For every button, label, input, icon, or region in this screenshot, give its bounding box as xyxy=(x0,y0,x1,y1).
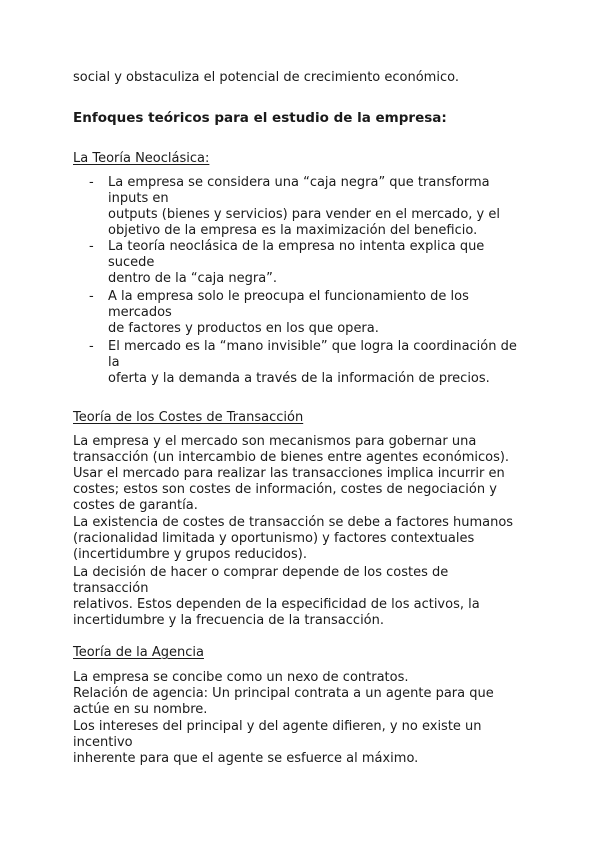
transaction-costs-line: incertidumbre y la frecuencia de la transacción. xyxy=(73,613,385,628)
transaction-costs-line: costes; estos son costes de información, costes de negociación y xyxy=(73,482,497,497)
bullet-3-line-3: de factores y productos en los que opera. xyxy=(108,321,379,336)
transaction-costs-line: transacción (un intercambio de bienes entre agentes económicos). xyxy=(73,450,510,465)
bullet-4-line-1: El mercado es la “mano invisible” que logra la coordinación de xyxy=(108,339,517,354)
transaction-costs-line: Usar el mercado para realizar las transacciones implica incurrir en xyxy=(73,466,505,481)
agency-line: Los intereses del principal y del agente difieren, y no existe un xyxy=(73,719,482,734)
agency-line: inherente para que el agente se esfuerce al máximo. xyxy=(73,751,419,766)
bullet-marker: - xyxy=(89,339,94,354)
bullet-4-line-2: la xyxy=(108,355,120,370)
intro-line: social y obstaculiza el potencial de crecimiento económico. xyxy=(73,70,459,85)
bullet-3-line-2: mercados xyxy=(108,305,172,320)
bullet-1-line-2: inputs en xyxy=(108,191,169,206)
bullet-1-line-4: objetivo de la empresa es la maximización del beneficio. xyxy=(108,223,478,238)
bullet-2-line-3: dentro de la “caja negra”. xyxy=(108,271,278,286)
bullet-marker: - xyxy=(89,239,94,254)
bullet-1-line-1: La empresa se considera una “caja negra” que transforma xyxy=(108,175,490,190)
transaction-costs-line: costes de garantía. xyxy=(73,498,198,513)
agency-line: Relación de agencia: Un principal contrata a un agente para que xyxy=(73,686,494,701)
bullet-2-line-1: La teoría neoclásica de la empresa no intenta explica que xyxy=(108,239,485,254)
agency-line: incentivo xyxy=(73,735,133,750)
transaction-costs-line: La existencia de costes de transacción se debe a factores humanos xyxy=(73,515,514,530)
neoclassical-heading: La Teoría Neoclásica: xyxy=(73,151,210,166)
transaction-costs-heading: Teoría de los Costes de Transacción xyxy=(73,410,304,425)
agency-line: La empresa se concibe como un nexo de contratos. xyxy=(73,670,409,685)
transaction-costs-line: (incertidumbre y grupos reducidos). xyxy=(73,547,307,562)
bullet-3-line-1: A la empresa solo le preocupa el funcionamiento de los xyxy=(108,289,469,304)
bullet-marker: - xyxy=(89,175,94,190)
transaction-costs-line: (racionalidad limitada y oportunismo) y factores contextuales xyxy=(73,531,475,546)
transaction-costs-line: transacción xyxy=(73,581,149,596)
agency-heading: Teoría de la Agencia xyxy=(73,645,204,660)
agency-line: actúe en su nombre. xyxy=(73,702,208,717)
main-heading: Enfoques teóricos para el estudio de la empresa: xyxy=(73,110,447,126)
bullet-1-line-3: outputs (bienes y servicios) para vender en el mercado, y el xyxy=(108,207,500,222)
bullet-marker: - xyxy=(89,289,94,304)
bullet-4-line-3: oferta y la demanda a través de la información de precios. xyxy=(108,371,490,386)
bullet-2-line-2: sucede xyxy=(108,255,155,270)
transaction-costs-line: La decisión de hacer o comprar depende de los costes de xyxy=(73,565,449,580)
transaction-costs-line: La empresa y el mercado son mecanismos para gobernar una xyxy=(73,434,477,449)
transaction-costs-line: relativos. Estos dependen de la especificidad de los activos, la xyxy=(73,597,480,612)
